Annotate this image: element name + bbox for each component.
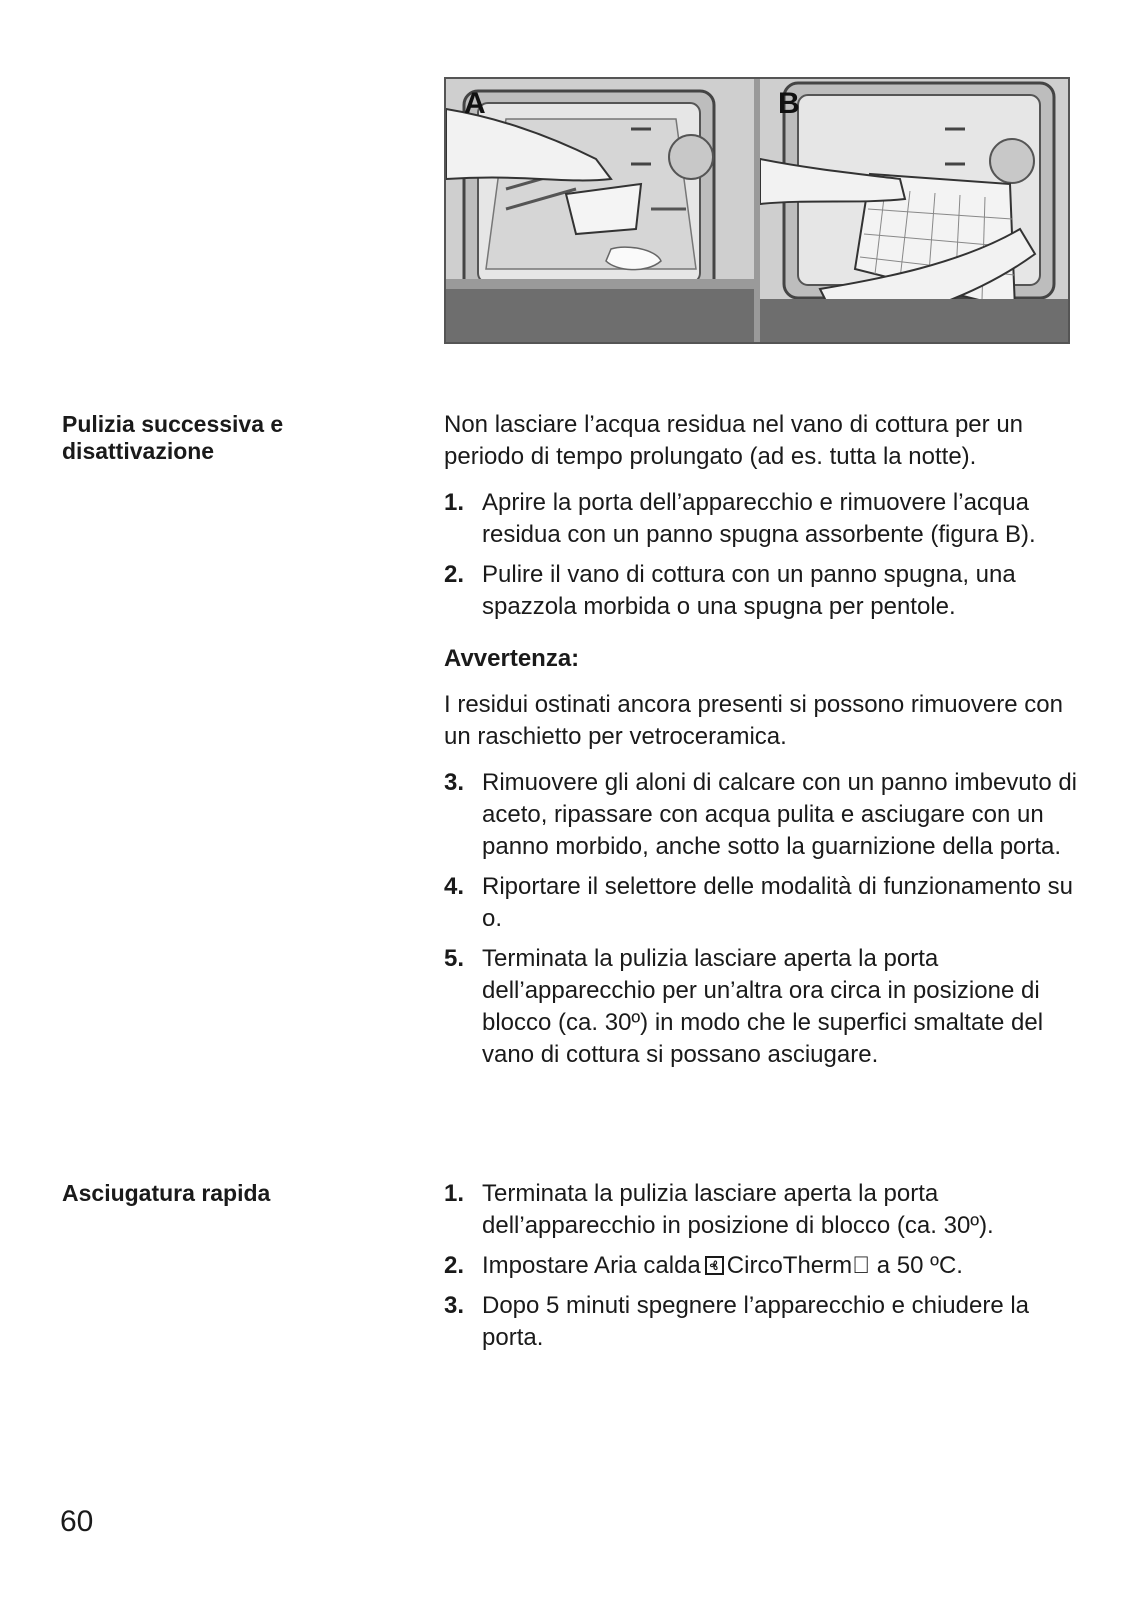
off-position-symbol: o (482, 905, 496, 932)
step-number: 4. (444, 873, 465, 900)
step-number: 1. (444, 1180, 465, 1207)
figure-panel-a (446, 79, 754, 342)
figure-label-b: B (778, 87, 800, 120)
section-heading-quick-dry-text: Asciugatura rapida (62, 1180, 271, 1206)
section-heading-cleanup (62, 411, 392, 465)
oven-drain-drawing (446, 79, 754, 342)
step-text-before: Impostare Aria calda (482, 1252, 701, 1279)
section-heading-quick-dry (62, 1180, 392, 1207)
oven-wipe-drawing (760, 79, 1068, 342)
fan-mode-icon (705, 1256, 724, 1275)
quick-dry-step-1 (444, 1178, 1084, 1242)
step-text-before: Riportare il selettore delle modalità di funzionamento su (482, 873, 1073, 900)
step-text: Terminata la pulizia lasciare aperta la porta dell’apparecchio per un’altra ora circa in posizione di blocco (ca. 30º) in modo che le superfici smaltate del vano di cottura si possano asciugare. (482, 945, 1044, 1068)
cleaning-illustration (444, 77, 1070, 344)
step-number: 2. (444, 1252, 465, 1279)
step-text-after: . (495, 905, 503, 932)
step-number: 5. (444, 945, 465, 972)
step-text: Aprire la porta dell’apparecchio e rimuovere l’acqua residua con un panno spugna assorbente (figura B). (482, 489, 1036, 548)
cleanup-step-2 (444, 559, 1084, 623)
cleanup-step-1 (444, 487, 1084, 551)
step-number: 3. (444, 1292, 465, 1319)
section-heading-cleanup-line2: disattivazione (62, 438, 215, 464)
step-text-after: CircoTherm  a 50 ºC. (726, 1252, 963, 1279)
cleanup-step-3 (444, 767, 1084, 863)
step-number: 3. (444, 769, 465, 796)
figure-panel-b (760, 79, 1068, 342)
intro-paragraph: Non lasciare l’acqua residua nel vano di cottura per un periodo di tempo prolungato (ad es. tutta la notte). (444, 411, 1024, 470)
cleanup-step-5 (444, 943, 1084, 1071)
step-text: Pulire il vano di cottura con un panno spugna, una spazzola morbida o una spugna per pentole. (482, 561, 1016, 620)
note-paragraph: I residui ostinati ancora presenti si possono rimuovere con un raschietto per vetroceramica. (444, 691, 1063, 750)
step-number: 2. (444, 561, 465, 588)
step-text: Terminata la pulizia lasciare aperta la porta dell’apparecchio in posizione di blocco (ca. 30º). (482, 1180, 994, 1239)
note-heading: Avvertenza: (444, 645, 580, 672)
section-body-quick-dry (444, 1178, 1084, 1354)
figure-label-a: A (464, 87, 486, 120)
quick-dry-step-3 (444, 1290, 1084, 1354)
step-text: Dopo 5 minuti spegnere l’apparecchio e chiudere la porta. (482, 1292, 1030, 1351)
cleanup-step-4 (444, 871, 1084, 935)
section-heading-cleanup-line1: Pulizia successiva e (62, 411, 284, 437)
section-body-cleanup (444, 409, 1084, 1071)
step-text: Rimuovere gli aloni di calcare con un panno imbevuto di aceto, ripassare con acqua pulita e asciugare con un panno morbido, anche sotto la guarnizione della porta. (482, 769, 1078, 860)
quick-dry-step-2 (444, 1250, 1084, 1282)
step-number: 1. (444, 489, 465, 516)
page-number: 60 (60, 1505, 94, 1538)
